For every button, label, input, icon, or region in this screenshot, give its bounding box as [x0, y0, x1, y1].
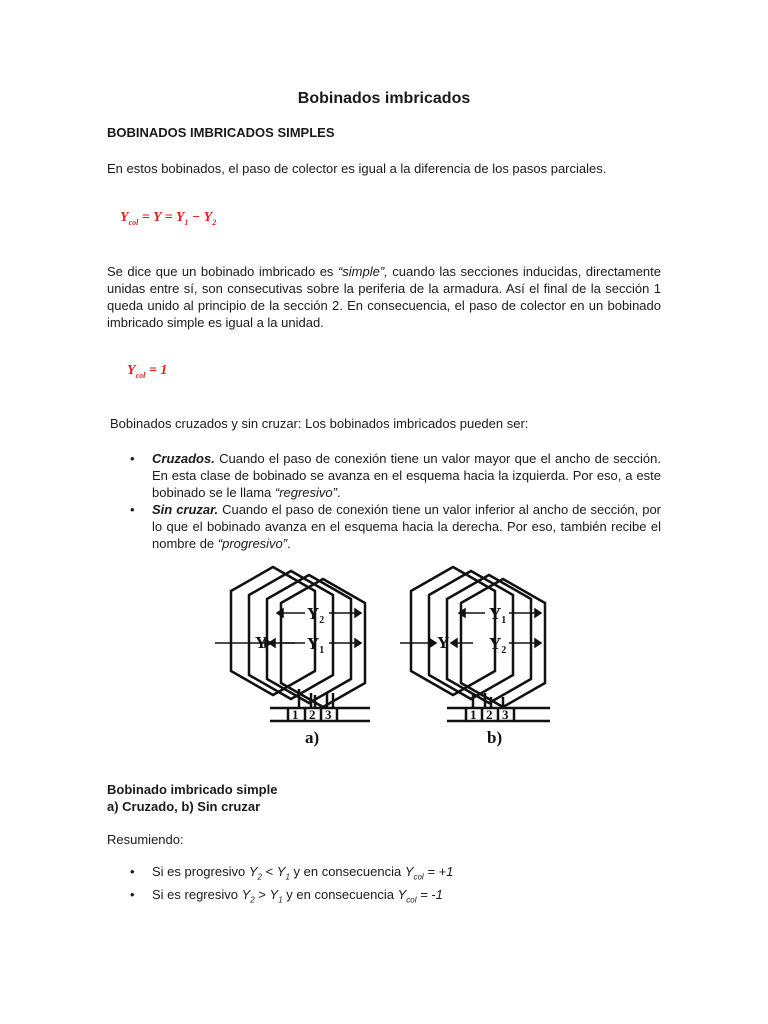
- label-y-b: Y: [437, 633, 450, 652]
- winding-diagram: [215, 563, 555, 753]
- diagram-label-a: a): [305, 728, 320, 747]
- segment-b-1: 1: [470, 707, 477, 722]
- list-item: • Sin cruzar. Cuando el paso de conexión tiene un valor inferior al ancho de sección, por lo que el bobinado avanza en el esquema hacia la derecha. Por eso, también recibe el nombre de “progresivo”.: [130, 502, 662, 551]
- diagram-label-b: b): [487, 728, 503, 747]
- collector-step-formula: $Y_{col} = Y = Y_1 - Y_2$: [120, 210, 217, 227]
- winding-types-list: [107, 450, 661, 552]
- label-y-a: Y: [255, 633, 268, 652]
- summary-list: [107, 863, 661, 908]
- segment-a-1: 1: [292, 707, 299, 722]
- figure-caption: Bobinado imbricado simple a) Cruzado, b) Sin cruzar: [107, 782, 278, 814]
- segment-b-2: 2: [486, 707, 493, 722]
- simple-winding-paragraph: Se dice que un bobinado imbricado es “simple”, cuando las secciones inducidas, directamente unidas entre sí, son consecutivas sobre la periferia de la armadura. Así el final de la sección 1 queda unido al principio de la sección 2. En consecuencia, el paso de colector en un bobinado imbricado simple es igual a la unidad.: [107, 264, 662, 330]
- page-title: Bobinados imbricados: [297, 90, 471, 107]
- label-bottom-a: $Y_1$: [307, 634, 325, 656]
- intro-paragraph: En estos bobinados, el paso de colector es igual a la diferencia de los pasos parciales.: [107, 161, 607, 176]
- segment-a-2: 2: [309, 707, 316, 722]
- section-heading: BOBINADOS IMBRICADOS SIMPLES: [107, 125, 335, 140]
- segment-b-3: 3: [502, 707, 509, 722]
- label-bottom-b: $Y_2$: [489, 634, 507, 656]
- crossed-intro-paragraph: Bobinados cruzados y sin cruzar: Los bobinados imbricados pueden ser:: [110, 416, 529, 431]
- label-top-b: $Y_1$: [489, 604, 507, 626]
- list-item: • Cruzados. Cuando el paso de conexión tiene un valor mayor que el ancho de sección. En esta clase de bobinado se avanza en el esquema hacia la izquierda. Por eso, a este bobinado se le llama “regresivo”.: [130, 451, 661, 500]
- label-top-a: $Y_2$: [307, 604, 325, 626]
- summary-label: Resumiendo:: [107, 832, 184, 847]
- list-item: • Si es progresivo $Y_2 < Y_1$ y en consecuencia $Y_{col} = +1$: [130, 864, 454, 882]
- unit-step-formula: $Y_{col} = 1$: [127, 363, 168, 380]
- list-item: • Si es regresivo $Y_2 > Y_1$ y en consecuencia $Y_{col} = -1$: [130, 886, 443, 905]
- segment-a-3: 3: [325, 707, 332, 722]
